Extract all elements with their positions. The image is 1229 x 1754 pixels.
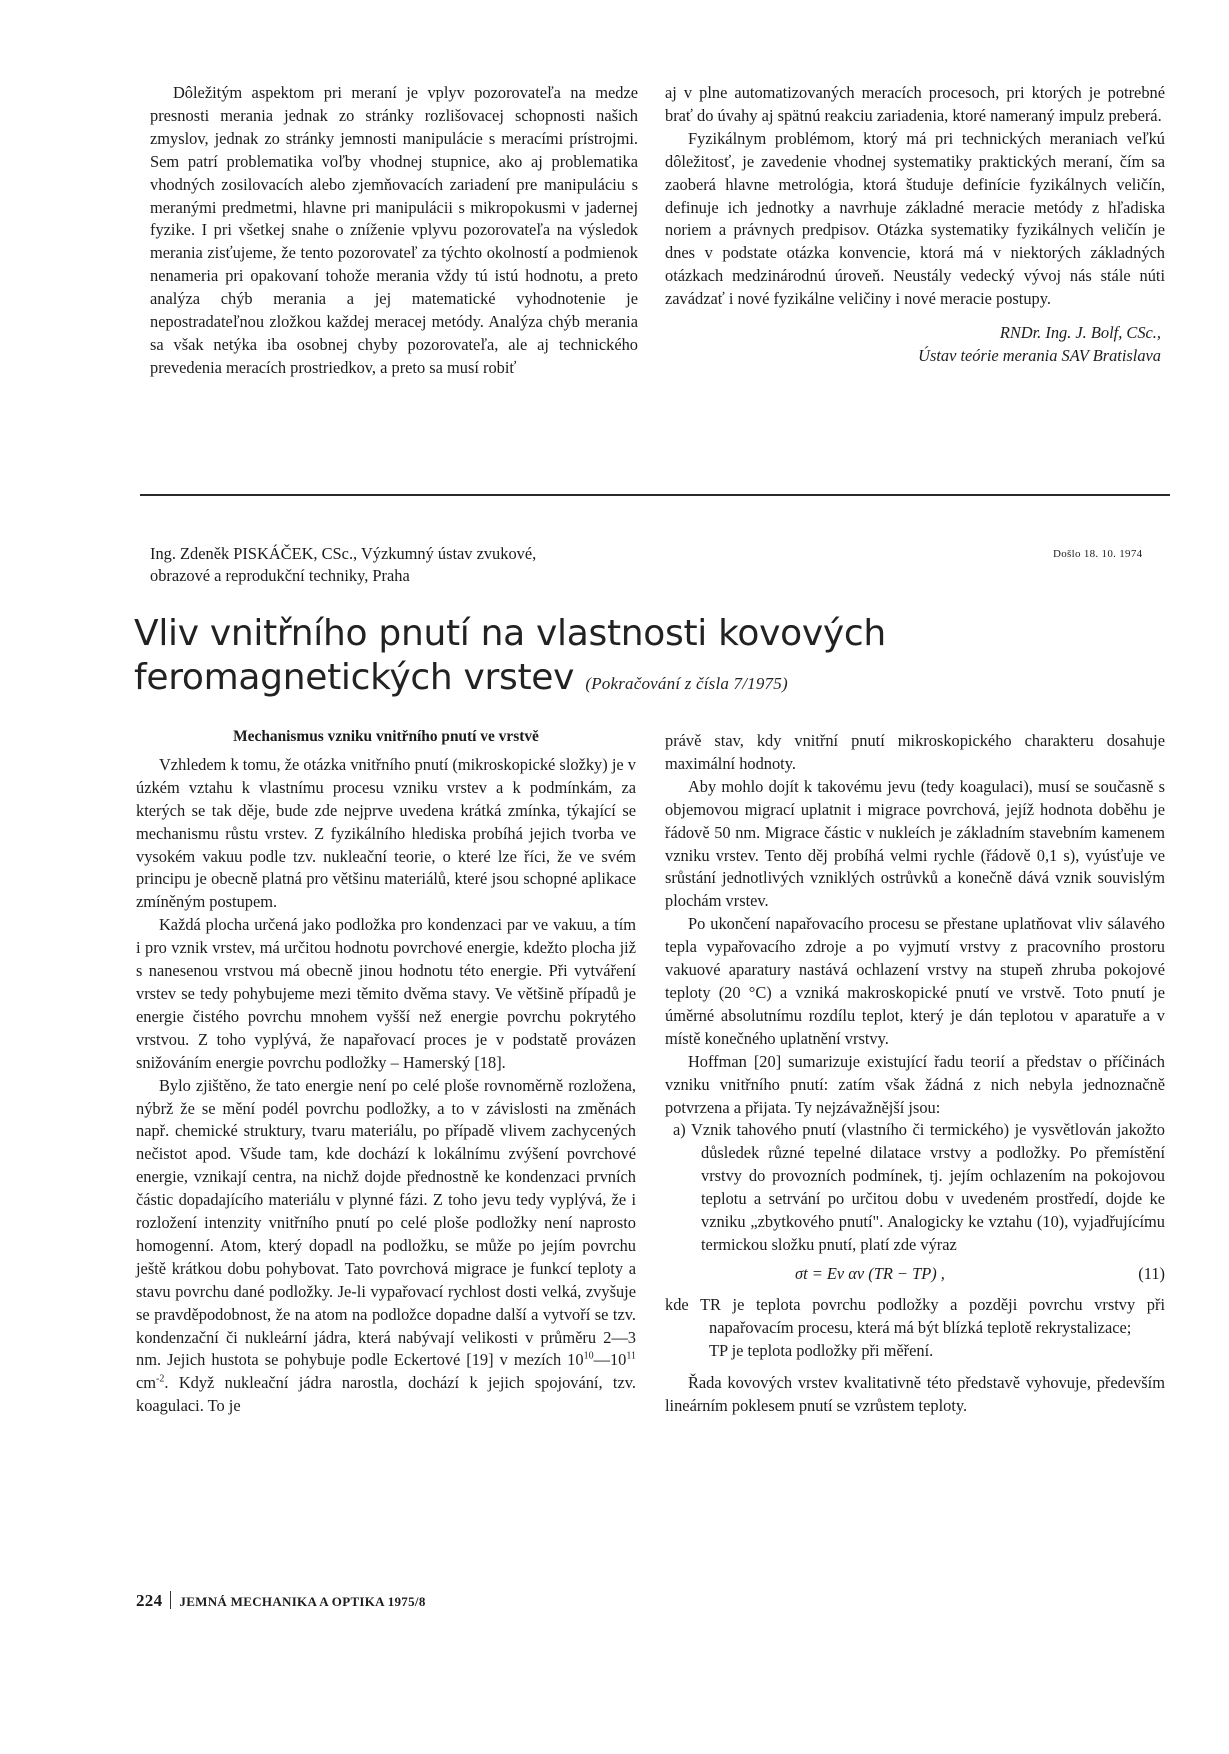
footer-separator bbox=[170, 1591, 171, 1609]
paragraph: Po ukončení napařovacího procesu se přestane uplatňovat vliv sálavého tepla vypařovacího zdroje a po vyjmutí vrstvy z pracovního prostoru vakuové aparatury nastává ochlazení vrstvy na stupeň zhruba pokojové teploty (20 °C) a vzniká makroskopické pnutí ve vrstvě. Toto pnutí je úměrné absolutnímu rozdílu teplot, který je dán teplotou v aparatuře a v místě konečného uplatnění vrstvy. bbox=[665, 914, 1165, 1048]
paragraph: Fyzikálnym problémom, ktorý má pri technických meraniach veľkú dôležitosť, je zavedenie vhodnej systematiky praktických meraní, čím sa zaoberá hlavne metrológia, ktorá študuje definície fyzikálnych veličín, definuje ich jednotky a navrhuje základné meracie metódy z hľadiska noriem a právnych predpisov. Otázka systematiky fyzikálnych veličín je dnes v podstate otázka konvencie, ktorá má v niektorých základných otázkach medzinárodnú úroveň. Neustály vedecký vývoj nás stále núti zavádzať i nové fyzikálne veličiny i nové meracie postupy. bbox=[665, 128, 1165, 309]
equation-number: (11) bbox=[1138, 1263, 1165, 1283]
text-run: . Když nukleační jádra narostla, dochází k jejich spojování, tzv. koagulaci. To je bbox=[136, 1373, 636, 1416]
text-run: Bylo zjištěno, že tato energie není po celé ploše rovnoměrně rozložena, nýbrž že se mění podél povrchu podložky, a to v závislosti na změnách např. chemické struktury, tvaru materiálu, po případě vlivem zachycených nečistot apod. Všude tam, kde dochází k lokálnímu zvýšení povrchové energie, vznikají centra, na nichž dojde přednostně ke kondenzaci prvních částic dopadajícího materiálu v plynné fázi. Z toho jevu tedy vyplývá, že i rozložení intenzity vnitřního pnutí po celé ploše podložky není naprosto homogenní. Atom, který dopadl na podložku, se může po jejím povrchu ještě krátkou dobu pohybovat. Tato povrchová migrace je funkcí teploty a stavu povrchu dané podložky. Je-li vypařovací rychlost dosti velká, zvyšuje se pravděpodobnost, že na atom na podložce dopadne další a vytvoří se tzv. kondenzační či nukleární jádra, která nabývají velikosti v průměru 2—3 nm. Jejich hustota se pohybuje podle Eckertové [19] v mezích 10 bbox=[136, 1075, 636, 1370]
paragraph: Aby mohlo dojít k takovému jevu (tedy koagulaci), musí se současně s objemovou migrací uplatnit i migrace povrchová, jejíž hodnota doběhu je řádově 50 nm. Migrace částic v nukleích je základním stavebním kamenem vzniku vrstev. Tento děj probíhá velmi rychle (řádově 0,1 s), vyúsťuje ve srůstání jednotlivých vzniklých ostrůvků a konečně dává vznik souvislým plochám vrstev. bbox=[665, 776, 1165, 911]
paragraph-continuation: aj v plne automatizovaných meracích procesoch, pri ktorých je potrebné brať do úvahy aj spätnú reakciu zariadenia, ktoré nameraný impulz preberá. bbox=[665, 83, 1165, 125]
bottom-right-column bbox=[665, 730, 1165, 1418]
paragraph: Vzhledem k tomu, že otázka vnitřního pnutí (mikroskopické složky) je v úzkém vztahu k vlastnímu procesu vzniku vrstev a k podmínkám, za kterých se tak děje, bude zde nejprve uvedena krátká zmínka, týkající se mechanismu růstu vrstev. Z fyzikálního hlediska probíhá jejich tvorba ve vysokém vakuu podle tzv. nukleační teorie, o které lze říci, že ve svém principu je obecně platná pro většinu materiálů, které jsou schopné aplikace zmíněným postupem. bbox=[136, 754, 636, 912]
page-footer bbox=[136, 1591, 426, 1611]
definition-item: kde TR je teplota povrchu podložky a později povrchu vrstvy při napařovacím procesu, která má být blízká teplotě rekrystalizace; bbox=[665, 1294, 1165, 1337]
article-title bbox=[134, 612, 1184, 706]
author-affiliation bbox=[150, 543, 670, 587]
bottom-left-column bbox=[136, 726, 636, 1418]
author-line: Ing. Zdeněk PISKÁČEK, CSc., Výzkumný ústav zvukové, bbox=[150, 544, 537, 563]
exponent: 10 bbox=[583, 1351, 594, 1362]
paragraph: Řada kovových vrstev kvalitativně této představě vyhovuje, především lineárním poklesem pnutí se vzrůstem teploty. bbox=[665, 1373, 1165, 1416]
received-date: Došlo 18. 10. 1974 bbox=[1053, 548, 1143, 560]
signature-name: RNDr. Ing. J. Bolf, CSc., bbox=[999, 323, 1161, 343]
title-line-text: feromagnetických vrstev bbox=[134, 657, 575, 698]
text-run: cm bbox=[136, 1373, 157, 1393]
equation-body: σt = Ev αv (TR − TP) , bbox=[795, 1263, 945, 1283]
top-left-column bbox=[150, 82, 638, 380]
top-right-column bbox=[665, 82, 1165, 367]
signature bbox=[665, 321, 1165, 367]
paragraph bbox=[136, 1075, 636, 1419]
definition-item: TP je teplota podložky při měření. bbox=[709, 1340, 934, 1360]
exponent: 11 bbox=[626, 1351, 636, 1362]
paragraph: Každá plocha určená jako podložka pro kondenzaci par ve vakuu, a tím i pro vznik vrstev, má určitou hodnotu povrchové energie, kdežto plocha již s nanesenou vrstvou má obecně jinou hodnotu této energie. Při vytváření vrstev se tedy pohybujeme mezi těmito dvěma stavy. Ve většině případů je energie čistého povrchu mnohem vyšší než energie povrchu pokrytého vrstvou. Z toho vyplývá, že napařovací proces je v podstatě provázen snižováním energie povrchu podložky – Hamerský [18]. bbox=[136, 915, 636, 1072]
paragraph: Hoffman [20] sumarizuje existující řadu teorií a představ o příčinách vzniku vnitřního pnutí: zatím však žádná z nich nebyla jednoznačně potvrzena a přijata. Ty nejzávažnější jsou: bbox=[665, 1051, 1165, 1117]
journal-name: JEMNÁ MECHANIKA A OPTIKA 1975/8 bbox=[179, 1594, 426, 1609]
text-run: —10 bbox=[593, 1350, 627, 1370]
section-divider bbox=[140, 494, 1170, 496]
exponent: -2 bbox=[156, 1373, 165, 1385]
title-line: Vliv vnitřního pnutí na vlastnosti kovových bbox=[134, 613, 886, 654]
page-number: 224 bbox=[136, 1591, 163, 1610]
equation bbox=[665, 1263, 1165, 1286]
paragraph: Dôležitým aspektom pri meraní je vplyv pozorovateľa na medze presnosti merania jednak zo stránky rozlišovacej schopnosti našich zmyslov, jednak zo stránky jemnosti manipulácie s meracími prístrojmi. Sem patrí problematika voľby vhodnej stupnice, ako aj problematika vhodných zosilovacích alebo zjemňovacích zariadení pre manipuláciu s meranými predmetmi, hlavne pri manipulácii s mikropokusmi v jadernej fyzike. I pri všetkej snahe o zníženie vplyvu pozorovateľa na výsledok merania zisťujeme, že tento pozorovateľ za týchto okolností a podmienok nenameria pri opakovaní tohože merania vždy tú istú hodnotu, a preto analýza chýb merania a jej matematické vyhodnotenie je nepostradateľnou zložkou každej meracej metódy. Analýza chýb merania sa však netýka iba osobnej chyby pozorovateľa, ale aj technického prevedenia meracích prostriedkov, a preto sa musí robiť bbox=[150, 83, 638, 377]
paragraph-continuation: právě stav, kdy vnitřní pnutí mikroskopického charakteru dosahuje maximální hodnoty. bbox=[665, 731, 1165, 773]
author-line: obrazové a reprodukční techniky, Praha bbox=[150, 566, 410, 585]
signature-institute: Ústav teórie merania SAV Bratislava bbox=[918, 346, 1161, 366]
list-item: a) Vznik tahového pnutí (vlastního či termického) je vysvětlován jakožto důsledek různé tepelné dilatace vrstvy a podložky. Po přemístění vrstvy do provozních podmínek, tj. jejím ochlazením na pokojovou teplotu a setrvání po určitou dobu v uvedeném prostředí, dojde ke vzniku „zbytkového pnutí". Analogicky ke vztahu (10), vyjadřujícímu termickou složku pnutí, platí zde výraz bbox=[673, 1120, 1165, 1254]
continuation-note: (Pokračování z čísla 7/1975) bbox=[585, 674, 788, 693]
title-line bbox=[134, 656, 1184, 706]
section-heading: Mechanismus vzniku vnitřního pnutí ve vrstvě bbox=[233, 728, 539, 745]
